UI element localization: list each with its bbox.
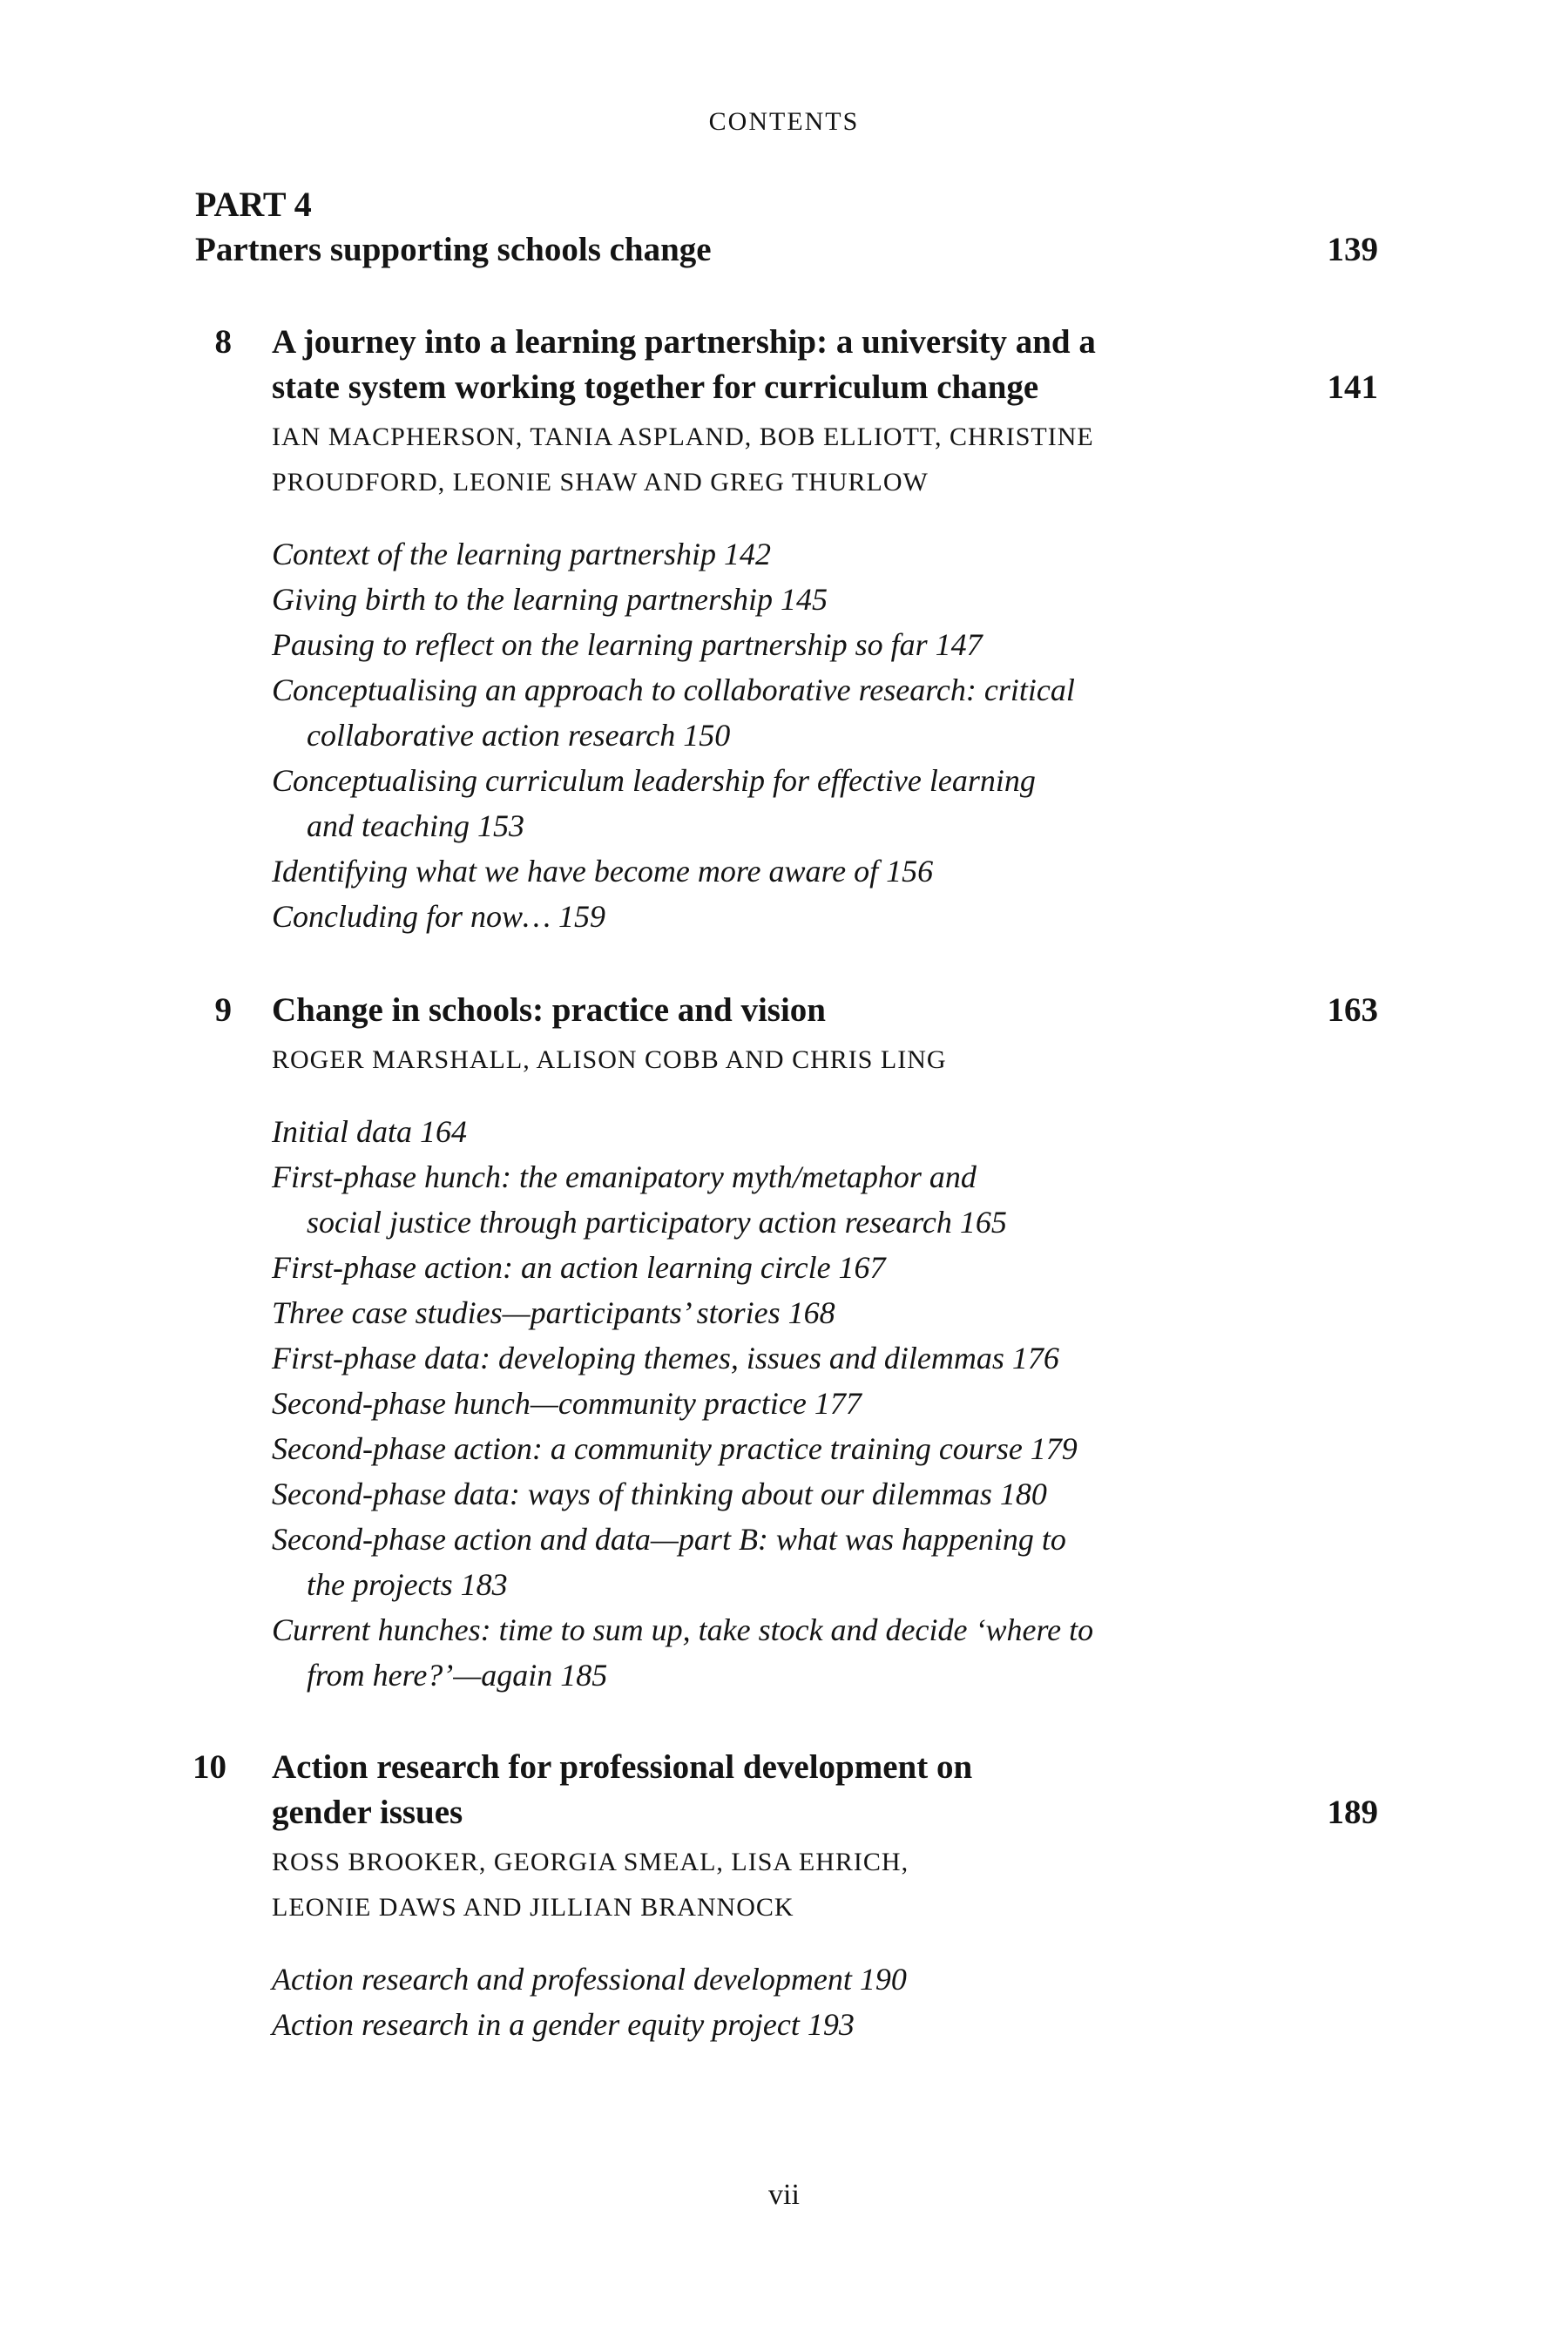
section-entry: Action research in a gender equity project 193 <box>272 2007 855 2042</box>
section-entry: Current hunches: time to sum up, take stock and decide ‘where to <box>272 1612 1094 1647</box>
section-entry: Second-phase hunch—community practice 177 <box>272 1386 862 1421</box>
section-entry-continued: social justice through participatory action research 165 <box>307 1205 1007 1240</box>
section-entry: Action research and professional development 190 <box>272 1962 907 1997</box>
chapter-number: 9 <box>214 991 232 1029</box>
chapter-page-number: 189 <box>1327 1794 1378 1831</box>
section-entry: First-phase hunch: the emanipatory myth/metaphor and <box>272 1159 977 1194</box>
chapter-number: 10 <box>193 1748 226 1786</box>
chapter-title-line: Change in schools: practice and vision <box>272 991 826 1029</box>
section-entry: Giving birth to the learning partnership 145 <box>272 582 828 617</box>
chapter-title-line: state system working together for curriculum change <box>272 368 1039 406</box>
chapter-number: 8 <box>214 323 232 361</box>
chapter-page-number: 163 <box>1327 991 1378 1029</box>
part-title: Partners supporting schools change <box>195 231 712 268</box>
section-entry: Context of the learning partnership 142 <box>272 537 771 571</box>
part-label: PART 4 <box>195 185 312 224</box>
section-entry-continued: from here?’—again 185 <box>307 1658 608 1693</box>
chapter-title-line: gender issues <box>272 1794 463 1831</box>
chapter-authors: LEONIE DAWS AND JILLIAN BRANNOCK <box>272 1893 794 1922</box>
page-folio: vii <box>768 2179 800 2211</box>
chapter-title-line: A journey into a learning partnership: a university and a <box>272 323 1096 361</box>
section-entry: Pausing to reflect on the learning partnership so far 147 <box>272 627 983 662</box>
section-entry: First-phase data: developing themes, issues and dilemmas 176 <box>272 1341 1059 1375</box>
section-entry: Identifying what we have become more aware of 156 <box>272 854 934 889</box>
chapter-page-number: 141 <box>1327 368 1378 406</box>
part-page-number: 139 <box>1327 231 1378 268</box>
section-entry-continued: collaborative action research 150 <box>307 718 731 753</box>
section-entry: Three case studies—participants’ stories 168 <box>272 1295 835 1330</box>
section-entry-continued: and teaching 153 <box>307 808 524 843</box>
section-entry: Second-phase data: ways of thinking about our dilemmas 180 <box>272 1477 1047 1511</box>
chapter-authors: ROSS BROOKER, GEORGIA SMEAL, LISA EHRICH, <box>272 1848 909 1876</box>
section-entry-continued: the projects 183 <box>307 1567 508 1602</box>
chapter-title-line: Action research for professional development on <box>272 1748 973 1786</box>
chapter-authors: ROGER MARSHALL, ALISON COBB AND CHRIS LING <box>272 1045 947 1074</box>
running-head: CONTENTS <box>708 107 860 136</box>
section-entry: Conceptualising curriculum leadership for effective learning <box>272 763 1036 798</box>
chapter-authors: IAN MACPHERSON, TANIA ASPLAND, BOB ELLIOTT, CHRISTINE <box>272 422 1094 451</box>
section-entry: Second-phase action: a community practice training course 179 <box>272 1431 1078 1466</box>
chapter-authors: PROUDFORD, LEONIE SHAW AND GREG THURLOW <box>272 468 929 497</box>
section-entry: Conceptualising an approach to collaborative research: critical <box>272 672 1075 707</box>
section-entry: Second-phase action and data—part B: what was happening to <box>272 1522 1066 1557</box>
section-entry: Initial data 164 <box>272 1114 467 1149</box>
section-entry: Concluding for now… 159 <box>272 899 606 934</box>
section-entry: First-phase action: an action learning circle 167 <box>272 1250 886 1285</box>
